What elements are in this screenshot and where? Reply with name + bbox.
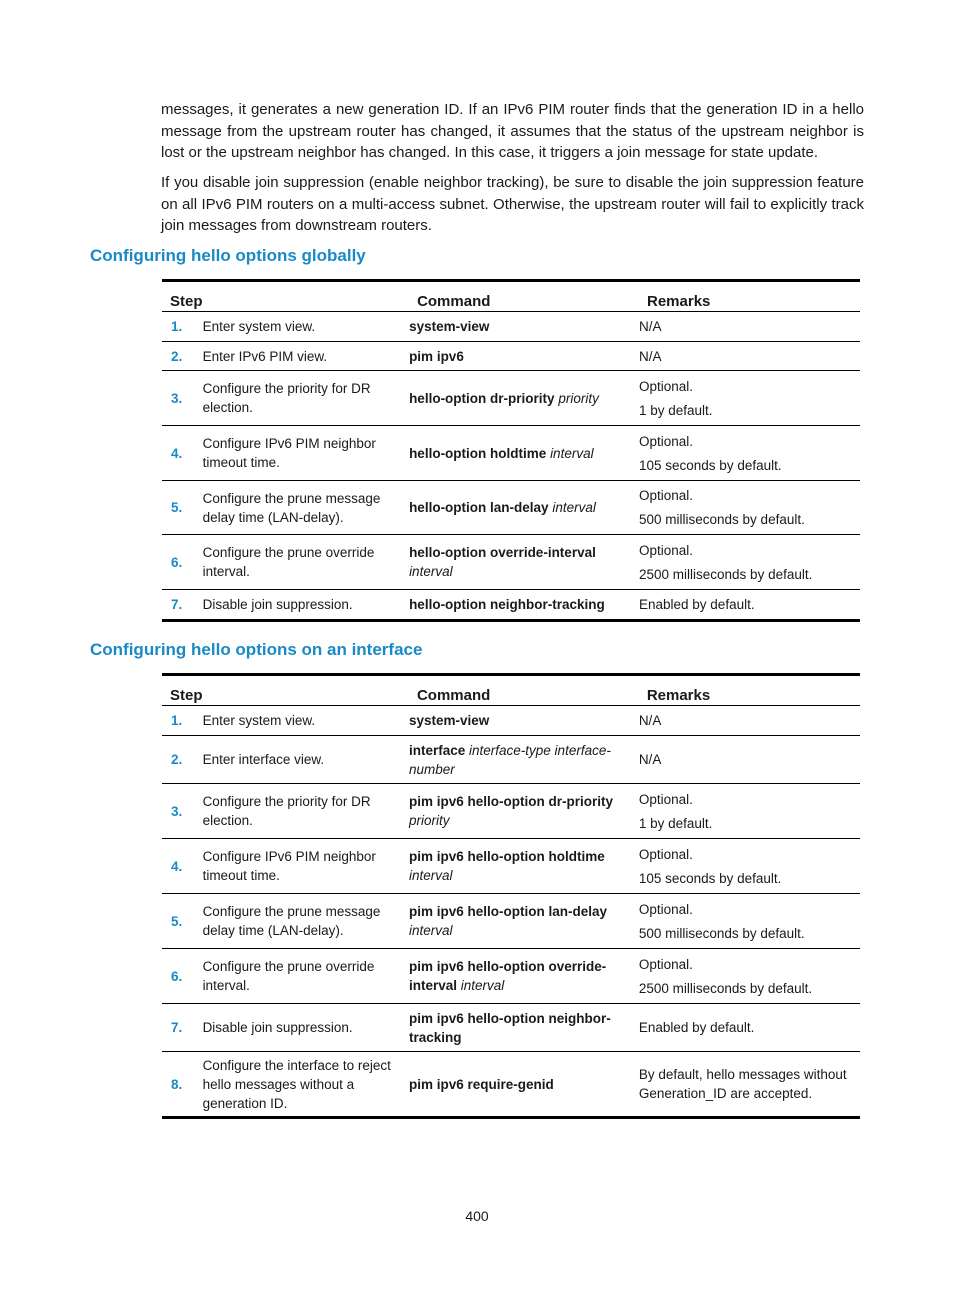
step-description: Configure the prune override interval.: [203, 535, 409, 590]
body-paragraph-2: If you disable join suppression (enable neighbor tracking), be sure to disable the join suppression feature on all IPv6 PIM routers on a multi-access subnet. Otherwise, the upstream router will fail to explicitly track join messages from downstream routers.: [161, 174, 864, 234]
step-description: Configure the interface to reject hello messages without a generation ID.: [203, 1052, 409, 1118]
remarks-cell: [639, 371, 860, 426]
body-paragraph-1: messages, it generates a new generation ID. If an IPv6 PIM router finds that the generation ID in a hello message from the upstream router has changed, it assumes that the status of the upstream neighbor is lost or the upstream neighbor has changed. In this case, it triggers a join message for state update.: [161, 101, 864, 161]
remarks-cell: [639, 894, 860, 949]
remarks-cell: [639, 481, 860, 535]
step-number: 2.: [162, 342, 203, 371]
step-description: Configure the prune message delay time (LAN-delay).: [203, 481, 409, 535]
command-cell: [409, 949, 639, 1004]
table-row: [162, 1052, 860, 1118]
command-cell: [409, 481, 639, 535]
command-keyword: system-view: [408, 713, 490, 728]
table-header-row: [162, 281, 860, 312]
command-keyword: pim ipv6 hello-option override-interval: [408, 959, 607, 993]
table-row: [162, 894, 860, 949]
command-keyword: hello-option holdtime: [409, 445, 547, 461]
remark-line: 2500 milliseconds by default.: [639, 566, 813, 582]
step-description: Configure the prune override interval.: [203, 949, 409, 1004]
table-row: [162, 426, 860, 481]
remark-line: Optional.: [639, 488, 694, 503]
step-description: Configure IPv6 PIM neighbor timeout time.: [203, 426, 409, 481]
table-row: [162, 784, 860, 839]
step-description: Enter IPv6 PIM view.: [203, 342, 409, 371]
remark-line: N/A: [639, 319, 662, 334]
remarks-cell: [639, 1004, 860, 1052]
command-argument: priority: [558, 390, 599, 406]
table-row: [162, 949, 860, 1004]
command-cell: [409, 535, 639, 590]
command-argument: interval: [408, 923, 453, 938]
command-cell: [409, 706, 639, 736]
table-row: [162, 706, 860, 736]
remarks-cell: [639, 312, 860, 342]
remarks-cell: [639, 736, 860, 784]
step-description: Configure the priority for DR election.: [203, 784, 409, 839]
command-table-interface: [162, 673, 860, 1119]
command-cell: [409, 894, 639, 949]
step-number: 3.: [162, 371, 203, 426]
step-number: 4.: [162, 426, 203, 481]
remark-line: 105 seconds by default.: [639, 457, 782, 473]
step-description: Configure the priority for DR election.: [203, 371, 409, 426]
step-number: 6.: [162, 535, 203, 590]
remark-line: Optional.: [638, 901, 693, 917]
command-keyword: pim ipv6: [409, 348, 464, 364]
step-number: 7.: [162, 1004, 203, 1052]
remark-line: Optional.: [638, 956, 693, 972]
remark-line: Enabled by default.: [639, 597, 755, 612]
command-cell: [409, 784, 639, 839]
step-description: Disable join suppression.: [203, 1004, 409, 1052]
remarks-cell: [639, 590, 860, 621]
command-keyword: hello-option dr-priority: [409, 390, 555, 406]
command-argument: interval: [552, 500, 596, 515]
remark-line: 500 milliseconds by default.: [639, 512, 805, 527]
command-argument: priority: [408, 813, 450, 828]
remarks-cell: [639, 949, 860, 1004]
step-number: 1.: [162, 312, 203, 342]
header-command: Command: [409, 675, 639, 706]
remarks-cell: [639, 342, 860, 371]
step-description: Enter system view.: [203, 706, 409, 736]
table-row: [162, 736, 860, 784]
command-keyword: hello-option override-interval: [409, 545, 596, 560]
remark-line: N/A: [638, 752, 662, 767]
table-row: [162, 312, 860, 342]
command-cell: [409, 426, 639, 481]
section-heading-interface: Configuring hello options on an interface: [90, 640, 423, 659]
step-number: 2.: [162, 736, 203, 784]
remark-line: Enabled by default.: [638, 1020, 755, 1035]
command-cell: [409, 736, 639, 784]
remark-line: Optional.: [638, 846, 693, 862]
table-row: [162, 342, 860, 371]
command-keyword: interface: [408, 742, 466, 758]
command-cell: [409, 312, 639, 342]
command-table-global: [162, 279, 860, 622]
remark-line: Optional.: [638, 791, 693, 807]
step-number: 3.: [162, 784, 203, 839]
header-remarks: Remarks: [639, 675, 860, 706]
remark-line: 2500 milliseconds by default.: [638, 980, 813, 996]
command-cell: [409, 590, 639, 621]
command-cell: [409, 342, 639, 371]
command-keyword: pim ipv6 hello-option lan-delay: [408, 904, 607, 919]
page-number: 400: [465, 1208, 489, 1224]
step-number: 5.: [162, 894, 203, 949]
header-command: Command: [409, 281, 639, 312]
command-keyword: hello-option lan-delay: [409, 500, 549, 515]
remarks-cell: [639, 706, 860, 736]
command-argument: interval: [409, 564, 453, 579]
remark-line: 500 milliseconds by default.: [638, 925, 805, 941]
step-number: 1.: [162, 706, 203, 736]
remark-line: N/A: [638, 713, 662, 728]
header-step: Step: [162, 675, 409, 706]
remark-line: 1 by default.: [639, 402, 713, 418]
command-cell: [409, 1004, 639, 1052]
remark-line: Optional.: [639, 542, 694, 558]
remarks-cell: [639, 535, 860, 590]
table-header-row: [162, 675, 860, 706]
section-heading-global: Configuring hello options globally: [90, 246, 366, 265]
command-cell: [409, 1052, 639, 1118]
remark-line: Optional.: [639, 378, 694, 394]
command-cell: [409, 371, 639, 426]
command-keyword: pim ipv6 hello-option dr-priority: [408, 794, 613, 809]
command-argument: interval: [550, 445, 594, 461]
table-row: [162, 590, 860, 621]
table-row: [162, 535, 860, 590]
remark-line: 105 seconds by default.: [638, 870, 782, 886]
command-keyword: pim ipv6 require-genid: [408, 1076, 554, 1092]
remarks-cell: [639, 784, 860, 839]
command-keyword: pim ipv6 hello-option neighbor-tracking: [408, 1010, 611, 1045]
command-keyword: hello-option neighbor-tracking: [409, 597, 605, 612]
table-row: [162, 481, 860, 535]
remarks-cell: [639, 1052, 860, 1118]
remark-line: Optional.: [639, 433, 694, 449]
step-description: Configure the prune message delay time (LAN-delay).: [203, 894, 409, 949]
command-argument: interface-type interface-number: [408, 742, 611, 777]
step-description: Configure IPv6 PIM neighbor timeout time.: [203, 839, 409, 894]
remark-line: N/A: [639, 348, 662, 364]
table-row: [162, 839, 860, 894]
remark-line: 1 by default.: [638, 815, 713, 831]
header-step: Step: [162, 281, 409, 312]
step-number: 7.: [162, 590, 203, 621]
step-description: Disable join suppression.: [203, 590, 409, 621]
step-description: Enter system view.: [203, 312, 409, 342]
remarks-cell: [639, 426, 860, 481]
step-number: 8.: [162, 1052, 203, 1118]
step-number: 5.: [162, 481, 203, 535]
command-argument: interval: [408, 868, 453, 883]
remarks-cell: [639, 839, 860, 894]
step-number: 6.: [162, 949, 203, 1004]
command-cell: [409, 839, 639, 894]
command-keyword: system-view: [409, 319, 490, 334]
command-keyword: pim ipv6 hello-option holdtime: [408, 849, 605, 864]
step-number: 4.: [162, 839, 203, 894]
remark-line: By default, hello messages without Generation_ID are accepted.: [638, 1067, 847, 1101]
step-description: Enter interface view.: [203, 736, 409, 784]
table-row: [162, 1004, 860, 1052]
command-argument: interval: [460, 978, 505, 993]
header-remarks: Remarks: [639, 281, 860, 312]
table-row: [162, 371, 860, 426]
